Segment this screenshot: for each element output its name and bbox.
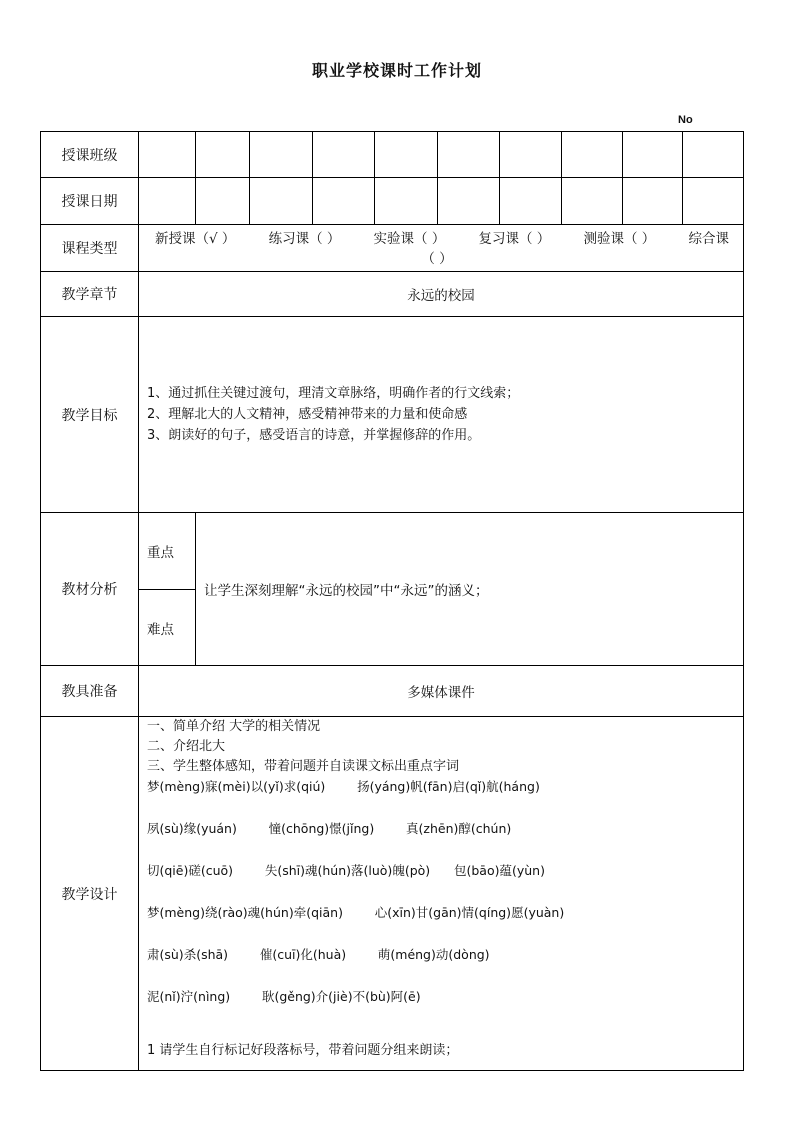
design-row xyxy=(41,717,744,1071)
analysis-text: 让学生深刻理解“永远的校园”中“永远”的涵义； xyxy=(196,513,744,666)
goal-item: 3、朗读好的句子，感受语言的诗意，并掌握修辞的作用。 xyxy=(147,428,481,443)
chapter-label: 教学章节 xyxy=(41,272,139,317)
design-instruction: 1 请学生自行标记好段落标号，带着问题分组来朗读； xyxy=(147,1043,459,1058)
goal-item: 1、通过抓住关键过渡句，理清文章脉络，明确作者的行文线索； xyxy=(147,386,520,401)
date-cell[interactable] xyxy=(139,178,196,225)
design-label: 教学设计 xyxy=(41,717,139,1071)
class-cell[interactable] xyxy=(438,132,500,178)
pinyin-line: 泥(nǐ)泞(nìng) 耿(gěng)介(jiè)不(bù)阿(ē) xyxy=(147,989,421,1004)
pinyin-line: 梦(mèng)寐(mèi)以(yǐ)求(qiú) 扬(yáng)帆(fān)启(qǐ)航(háng) xyxy=(147,779,540,794)
class-row xyxy=(41,132,744,178)
goal-label: 教学目标 xyxy=(41,317,139,513)
class-label: 授课班级 xyxy=(41,132,139,178)
date-cell[interactable] xyxy=(196,178,250,225)
design-step: 一、简单介绍 大学的相关情况 xyxy=(147,719,321,734)
class-cell[interactable] xyxy=(375,132,438,178)
class-cell[interactable] xyxy=(500,132,562,178)
date-cell[interactable] xyxy=(438,178,500,225)
number-label: No xyxy=(678,114,693,126)
date-cell[interactable] xyxy=(375,178,438,225)
analysis-label: 教材分析 xyxy=(41,513,139,666)
tools-value: 多媒体课件 xyxy=(139,666,744,717)
course-type-practice[interactable]: 练习课（ ） xyxy=(268,231,341,247)
tools-row xyxy=(41,666,744,717)
pinyin-line: 夙(sù)缘(yuán) 憧(chōng)憬(jǐng) 真(zhēn)醇(chún) xyxy=(147,821,512,836)
class-cell[interactable] xyxy=(683,132,744,178)
date-row xyxy=(41,178,744,225)
course-type-row xyxy=(41,225,744,272)
course-type-test[interactable]: 测验课（ ） xyxy=(583,231,656,247)
design-step: 三、学生整体感知，带着问题并自读课文标出重点字词 xyxy=(147,759,460,774)
difficult-point-label: 难点 xyxy=(139,590,196,666)
page-title: 职业学校课时工作计划 xyxy=(311,61,482,80)
pinyin-line: 梦(mèng)绕(rào)魂(hún)牵(qiān) 心(xīn)甘(gān)情(qíng)愿(yuàn) xyxy=(147,905,565,920)
date-cell[interactable] xyxy=(562,178,623,225)
date-cell[interactable] xyxy=(683,178,744,225)
course-type-label: 课程类型 xyxy=(41,225,139,272)
course-type-comprehensive[interactable]: 综合课 xyxy=(688,231,729,247)
date-cell[interactable] xyxy=(623,178,683,225)
pinyin-line: 肃(sù)杀(shā) 催(cuī)化(huà) 萌(méng)动(dòng) xyxy=(147,947,490,962)
class-cell[interactable] xyxy=(623,132,683,178)
lesson-plan-table xyxy=(40,131,744,1071)
design-content xyxy=(139,717,744,1071)
course-type-cell xyxy=(139,225,744,272)
class-cell[interactable] xyxy=(313,132,375,178)
date-cell[interactable] xyxy=(500,178,562,225)
pinyin-line: 切(qiē)磋(cuō) 失(shī)魂(hún)落(luò)魄(pò) 包(bāo)蕴(yùn) xyxy=(147,863,545,878)
tools-label: 教具准备 xyxy=(41,666,139,717)
date-cell[interactable] xyxy=(313,178,375,225)
date-cell[interactable] xyxy=(250,178,313,225)
course-type-experiment[interactable]: 实验课（ ） xyxy=(373,231,446,247)
class-cell[interactable] xyxy=(250,132,313,178)
key-point-row xyxy=(41,513,744,590)
design-step: 二、介绍北大 xyxy=(147,739,226,754)
goal-item: 2、理解北大的人文精神，感受精神带来的力量和使命感 xyxy=(147,407,468,422)
class-cell[interactable] xyxy=(562,132,623,178)
goal-row xyxy=(41,317,744,513)
key-point-label: 重点 xyxy=(139,513,196,590)
chapter-row xyxy=(41,272,744,317)
course-type-new[interactable]: 新授课（√ ） xyxy=(155,231,236,247)
date-label: 授课日期 xyxy=(41,178,139,225)
course-type-review[interactable]: 复习课（ ） xyxy=(478,231,551,247)
goal-content xyxy=(139,317,744,513)
class-cell[interactable] xyxy=(139,132,196,178)
course-type-comprehensive-paren: （ ） xyxy=(421,251,453,267)
chapter-value: 永远的校园 xyxy=(139,272,744,317)
class-cell[interactable] xyxy=(196,132,250,178)
